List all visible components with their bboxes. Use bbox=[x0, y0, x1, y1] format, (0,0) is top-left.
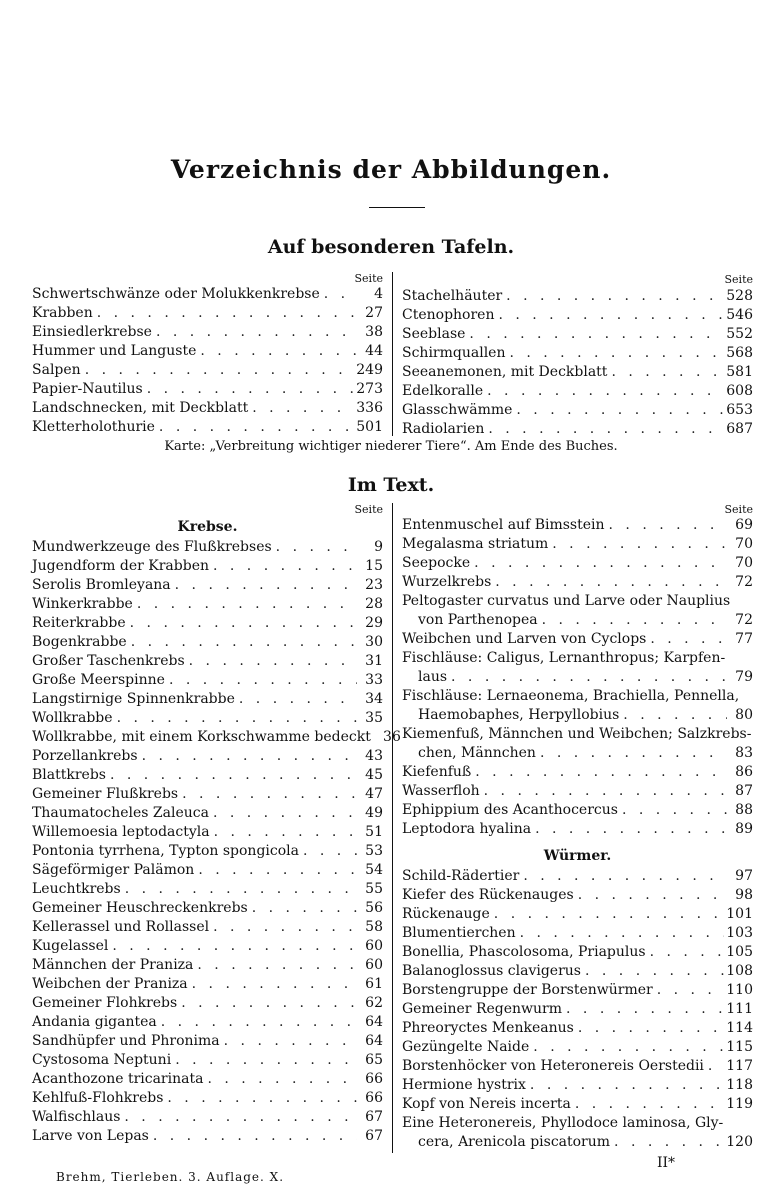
list-item bbox=[402, 344, 753, 363]
list-item bbox=[32, 785, 383, 804]
list-item bbox=[32, 823, 383, 842]
list-item bbox=[402, 1076, 753, 1095]
leader-dots bbox=[220, 1032, 357, 1051]
list-item bbox=[32, 285, 383, 304]
leader-dots bbox=[121, 880, 357, 899]
list-item bbox=[32, 728, 401, 747]
leader-dots bbox=[177, 994, 357, 1013]
list-item bbox=[32, 538, 383, 557]
entry-title: Wollkrabbe, mit einem Korkschwamme bedeckt bbox=[32, 729, 371, 745]
list-item: Entenmuschel auf Bimsstein . . . 69 bbox=[402, 516, 753, 535]
entry-title: Jugendform der Krabben bbox=[32, 558, 209, 574]
entry-title: Willemoesia leptodactyla bbox=[32, 824, 210, 840]
list-item bbox=[402, 306, 753, 325]
list-item bbox=[32, 747, 383, 766]
leader-dots bbox=[188, 975, 357, 994]
leader-dots bbox=[465, 325, 724, 344]
page-number: 60 bbox=[365, 957, 383, 973]
page-number: 35 bbox=[365, 710, 383, 726]
list-item bbox=[32, 766, 383, 785]
page-number: 44 bbox=[365, 343, 383, 359]
leader-dots bbox=[127, 633, 357, 652]
footer-imprint: Brehm, Tierleben. 3. Auflage. X. bbox=[56, 1170, 285, 1184]
leader-dots bbox=[193, 956, 357, 975]
list-item bbox=[402, 924, 753, 943]
list-item bbox=[402, 943, 753, 962]
leader-dots bbox=[248, 399, 354, 418]
leader-dots bbox=[562, 1000, 724, 1019]
page-number: 58 bbox=[365, 919, 383, 935]
entry-title: Sandhüpfer und Phronima bbox=[32, 1033, 220, 1049]
page-number: 552 bbox=[726, 326, 753, 342]
list-item bbox=[32, 1089, 383, 1108]
entry-title: Einsiedlerkrebse bbox=[32, 324, 152, 340]
list-item: Leptodora hyalina . . . 89 bbox=[402, 820, 753, 839]
list-item: cera, Arenicola piscatorum . . . 120 bbox=[402, 1133, 753, 1152]
leader-dots bbox=[81, 361, 355, 380]
list-item bbox=[32, 418, 383, 437]
page-number: 546 bbox=[726, 307, 753, 323]
leader-dots bbox=[163, 1089, 357, 1108]
leader-dots bbox=[143, 380, 355, 399]
page-number: 249 bbox=[356, 362, 383, 378]
list-item: Wasserfloh . . . 87 bbox=[402, 782, 753, 801]
page-number: 56 bbox=[365, 900, 383, 916]
page-number: 119 bbox=[726, 1096, 753, 1112]
entry-title: Balanoglossus clavigerus bbox=[402, 963, 581, 979]
page-number: 64 bbox=[365, 1033, 383, 1049]
list-item: laus . . . 79 bbox=[402, 668, 753, 687]
list-item bbox=[402, 287, 753, 306]
entry-title: Rückenauge bbox=[402, 906, 490, 922]
list-item bbox=[402, 1019, 753, 1038]
entry-title: Edelkoralle bbox=[402, 383, 484, 399]
list-item bbox=[32, 690, 383, 709]
entry-title: Hermione hystrix bbox=[402, 1077, 526, 1093]
entry-title: Kugelassel bbox=[32, 938, 109, 954]
page-number: 51 bbox=[365, 824, 383, 840]
leader-dots bbox=[248, 899, 357, 918]
leader-dots bbox=[704, 1057, 724, 1076]
leader-dots bbox=[126, 614, 357, 633]
entry-title: Salpen bbox=[32, 362, 81, 378]
page-number: 60 bbox=[365, 938, 383, 954]
list-item bbox=[32, 861, 383, 880]
entry-title: Hummer und Languste bbox=[32, 343, 197, 359]
list-item bbox=[402, 905, 753, 924]
page-number: 581 bbox=[726, 364, 753, 380]
page-number: 653 bbox=[726, 402, 753, 418]
entry-title: Kiefer des Rückenauges bbox=[402, 887, 574, 903]
leader-dots bbox=[653, 981, 725, 1000]
list-item bbox=[32, 304, 383, 323]
page-number: 101 bbox=[726, 906, 753, 922]
leader-dots bbox=[113, 709, 357, 728]
page-number: 15 bbox=[365, 558, 383, 574]
list-item bbox=[32, 804, 383, 823]
page-number: 33 bbox=[365, 672, 383, 688]
entry-title: Gemeiner Regenwurm bbox=[402, 1001, 563, 1017]
list-item bbox=[402, 962, 753, 981]
seite-label: Seite bbox=[354, 272, 383, 285]
leader-dots bbox=[171, 576, 357, 595]
list-item bbox=[32, 595, 383, 614]
entry-title: Männchen der Praniza bbox=[32, 957, 194, 973]
list-item bbox=[32, 323, 383, 342]
page-number: 61 bbox=[365, 976, 383, 992]
page-number: 66 bbox=[365, 1090, 383, 1106]
tafeln-right-list bbox=[402, 287, 753, 439]
page-number: 608 bbox=[726, 383, 753, 399]
entry-title: Krabben bbox=[32, 305, 93, 321]
leader-dots bbox=[490, 905, 724, 924]
leader-dots bbox=[178, 785, 357, 804]
list-item bbox=[32, 652, 383, 671]
page-number: 115 bbox=[726, 1039, 753, 1055]
entry-title: Larve von Lepas bbox=[32, 1128, 149, 1144]
list-item: Wurzelkrebs . . . 72 bbox=[402, 573, 753, 592]
leader-dots bbox=[646, 943, 725, 962]
list-item bbox=[32, 956, 383, 975]
page-number: 64 bbox=[365, 1014, 383, 1030]
leader-dots bbox=[185, 652, 357, 671]
entry-title: Andania gigantea bbox=[32, 1014, 157, 1030]
leader-dots bbox=[235, 690, 357, 709]
entry-title: Wollkrabbe bbox=[32, 710, 113, 726]
entry-title: Pontonia tyrrhena, Typton spongicola bbox=[32, 843, 299, 859]
wuermer-list bbox=[402, 867, 753, 1114]
page-number: 114 bbox=[726, 1020, 753, 1036]
page-number: 4 bbox=[374, 286, 383, 302]
page-number: 103 bbox=[726, 925, 753, 941]
leader-dots bbox=[165, 671, 357, 690]
page-number: 336 bbox=[356, 400, 383, 416]
leader-dots bbox=[494, 306, 724, 325]
page-title: Verzeichnis der Abbildungen. bbox=[170, 155, 612, 184]
page-number: 97 bbox=[735, 868, 753, 884]
leader-dots bbox=[571, 1095, 724, 1114]
page-number: 23 bbox=[365, 577, 383, 593]
page-number: 568 bbox=[726, 345, 753, 361]
entry-title: Reiterkrabbe bbox=[32, 615, 126, 631]
leader-dots bbox=[209, 557, 357, 576]
list-item: chen, Männchen . . . 83 bbox=[402, 744, 753, 763]
entry-title: Serolis Bromleyana bbox=[32, 577, 171, 593]
leader-dots bbox=[512, 401, 724, 420]
leader-dots bbox=[157, 1013, 357, 1032]
entry-title: Sägeförmiger Palämon bbox=[32, 862, 195, 878]
leader-dots bbox=[171, 1051, 357, 1070]
list-item bbox=[402, 401, 753, 420]
page-number: 29 bbox=[365, 615, 383, 631]
list-item bbox=[32, 880, 383, 899]
title-rule bbox=[369, 207, 425, 208]
list-item bbox=[402, 867, 753, 886]
entry-title: Große Meerspinne bbox=[32, 672, 165, 688]
entry-title: Gezüngelte Naide bbox=[402, 1039, 530, 1055]
column-divider bbox=[392, 503, 393, 1153]
list-item bbox=[402, 325, 753, 344]
list-item bbox=[32, 937, 383, 956]
page-number: 27 bbox=[365, 305, 383, 321]
page-number: 54 bbox=[365, 862, 383, 878]
leader-dots bbox=[203, 1070, 357, 1089]
leader-dots bbox=[607, 363, 724, 382]
leader-dots bbox=[138, 747, 357, 766]
page-number: 34 bbox=[365, 691, 383, 707]
entry-title: Weibchen der Praniza bbox=[32, 976, 188, 992]
page-number: 9 bbox=[374, 539, 383, 555]
entry-title: Bonellia, Phascolosoma, Priapulus bbox=[402, 944, 646, 960]
page-number: 98 bbox=[735, 887, 753, 903]
signature-mark: II* bbox=[657, 1155, 676, 1171]
list-item bbox=[32, 709, 383, 728]
seite-label: Seite bbox=[724, 273, 753, 286]
page-number: 38 bbox=[365, 324, 383, 340]
entry-title: Schwertschwänze oder Molukkenkrebse bbox=[32, 286, 320, 302]
list-item bbox=[32, 975, 383, 994]
entry-title: Blumentierchen bbox=[402, 925, 516, 941]
leader-dots bbox=[505, 344, 724, 363]
entry-title: Kellerassel und Rollassel bbox=[32, 919, 210, 935]
krebse-heading: Krebse. bbox=[177, 519, 238, 535]
page-number: 43 bbox=[365, 748, 383, 764]
leader-dots bbox=[272, 538, 357, 557]
entry-title: Kopf von Nereis incerta bbox=[402, 1096, 571, 1112]
entry-title: Landschnecken, mit Deckblatt bbox=[32, 400, 249, 416]
entry-title: Thaumatocheles Zaleuca bbox=[32, 805, 209, 821]
entry-title: Ctenophoren bbox=[402, 307, 495, 323]
list-item-line: Fischläuse: Lernaeonema, Brachiella, Pennella, bbox=[402, 688, 740, 704]
list-item-line: Eine Heteronereis, Phyllodoce laminosa, Gly- bbox=[402, 1115, 724, 1131]
leader-dots bbox=[93, 304, 357, 323]
entry-title: Phreoryctes Menkeanus bbox=[402, 1020, 574, 1036]
entry-title: Kehlfuß-Flohkrebs bbox=[32, 1090, 164, 1106]
karte-note: Karte: „Verbreitung wichtiger niederer Tiere“. Am Ende des Buches. bbox=[164, 439, 618, 454]
entry-title: Radiolarien bbox=[402, 421, 485, 437]
list-item bbox=[32, 380, 383, 399]
entry-title: Cystosoma Neptuni bbox=[32, 1052, 172, 1068]
list-item bbox=[32, 899, 383, 918]
entry-title: Kletterholothurie bbox=[32, 419, 155, 435]
list-item-line: Peltogaster curvatus und Larve oder Nauplius bbox=[402, 593, 731, 609]
leader-dots bbox=[574, 1019, 724, 1038]
page-number: 117 bbox=[726, 1058, 753, 1074]
entry-title: Blattkrebs bbox=[32, 767, 106, 783]
list-item: Seepocke . . . 70 bbox=[402, 554, 753, 573]
entry-title: Langstirnige Spinnenkrabbe bbox=[32, 691, 235, 707]
entry-title: Glasschwämme bbox=[402, 402, 513, 418]
leader-dots bbox=[210, 823, 357, 842]
leader-dots bbox=[194, 861, 357, 880]
list-item: Weibchen und Larven von Cyclops . . . 77 bbox=[402, 630, 753, 649]
list-item bbox=[32, 671, 383, 690]
leader-dots bbox=[574, 886, 727, 905]
list-item bbox=[402, 1038, 753, 1057]
list-item bbox=[32, 557, 383, 576]
list-item: Kiefenfuß . . . 86 bbox=[402, 763, 753, 782]
entry-title: Seeanemonen, mit Deckblatt bbox=[402, 364, 608, 380]
page-number: 30 bbox=[365, 634, 383, 650]
leader-dots bbox=[209, 918, 357, 937]
list-item bbox=[402, 1095, 753, 1114]
list-item bbox=[402, 886, 753, 905]
seite-label: Seite bbox=[724, 503, 753, 516]
leader-dots bbox=[526, 1076, 724, 1095]
list-item bbox=[402, 1000, 753, 1019]
seite-label: Seite bbox=[354, 503, 383, 516]
page-number: 62 bbox=[365, 995, 383, 1011]
entry-title: Stachelhäuter bbox=[402, 288, 503, 304]
leader-dots bbox=[529, 1038, 724, 1057]
list-item bbox=[402, 981, 753, 1000]
page-number: 55 bbox=[365, 881, 383, 897]
page-number: 273 bbox=[356, 381, 383, 397]
entry-title: Schild-Rädertier bbox=[402, 868, 520, 884]
leader-dots bbox=[516, 924, 725, 943]
wuermer-heading: Würmer. bbox=[543, 848, 612, 864]
leader-dots bbox=[196, 342, 357, 361]
list-item: Haemobaphes, Herpyllobius . . . 80 bbox=[402, 706, 753, 725]
leader-dots bbox=[502, 287, 724, 306]
page-number: 45 bbox=[365, 767, 383, 783]
list-item: Ephippium des Acanthocercus . . . 88 bbox=[402, 801, 753, 820]
list-item bbox=[32, 342, 383, 361]
leader-dots bbox=[149, 1127, 357, 1146]
list-item bbox=[32, 361, 383, 380]
entry-title: Borstenhöcker von Heteronereis Oerstedii bbox=[402, 1058, 704, 1074]
list-item bbox=[32, 633, 383, 652]
list-item bbox=[32, 1108, 383, 1127]
page-number: 36 bbox=[383, 729, 401, 745]
list-item-line: Fischläuse: Caligus, Lernanthropus; Karpfen- bbox=[402, 650, 726, 666]
entry-title: Mundwerkzeuge des Flußkrebses bbox=[32, 539, 272, 555]
list-item bbox=[32, 1032, 383, 1051]
page-number: 66 bbox=[365, 1071, 383, 1087]
page-number: 528 bbox=[726, 288, 753, 304]
list-item: von Parthenopea . . . 72 bbox=[402, 611, 753, 630]
entry-title: Borstengruppe der Borstenwürmer bbox=[402, 982, 653, 998]
entry-title: Winkerkrabbe bbox=[32, 596, 133, 612]
page-number: 501 bbox=[356, 419, 383, 435]
leader-dots bbox=[320, 285, 357, 304]
leader-dots bbox=[581, 962, 724, 981]
list-item bbox=[32, 918, 383, 937]
list-item bbox=[402, 382, 753, 401]
page-number: 105 bbox=[726, 944, 753, 960]
tafeln-right-column bbox=[402, 273, 753, 439]
section-heading-text: Im Text. bbox=[347, 474, 435, 496]
entry-title: Großer Taschenkrebs bbox=[32, 653, 185, 669]
list-item bbox=[32, 1070, 383, 1089]
page bbox=[32, 0, 753, 1200]
list-item bbox=[32, 994, 383, 1013]
column-divider bbox=[392, 272, 393, 436]
list-item bbox=[32, 1013, 383, 1032]
leader-dots bbox=[155, 418, 354, 437]
page-number: 687 bbox=[726, 421, 753, 437]
page-number: 67 bbox=[365, 1109, 383, 1125]
list-item-line: Kiemenfuß, Männchen und Weibchen; Salzkrebs- bbox=[402, 726, 752, 742]
page-number: 47 bbox=[365, 786, 383, 802]
list-item bbox=[32, 1127, 383, 1146]
tafeln-left-list bbox=[32, 285, 383, 437]
list-item bbox=[32, 842, 383, 861]
list-item bbox=[32, 1051, 383, 1070]
leader-dots bbox=[133, 595, 357, 614]
list-item bbox=[32, 614, 383, 633]
page-number: 31 bbox=[365, 653, 383, 669]
entry-title: Porzellankrebs bbox=[32, 748, 138, 764]
entry-title: Gemeiner Heuschreckenkrebs bbox=[32, 900, 248, 916]
tafeln-left-column bbox=[32, 272, 383, 437]
page-number: 110 bbox=[726, 982, 753, 998]
leader-dots bbox=[120, 1108, 357, 1127]
entry-title: Bogenkrabbe bbox=[32, 634, 127, 650]
page-number: 53 bbox=[365, 843, 383, 859]
page-number: 49 bbox=[365, 805, 383, 821]
leader-dots bbox=[483, 382, 724, 401]
entry-title: Gemeiner Flußkrebs bbox=[32, 786, 179, 802]
page-number: 108 bbox=[726, 963, 753, 979]
leader-dots bbox=[519, 867, 727, 886]
section-heading-tafeln: Auf besonderen Tafeln. bbox=[267, 236, 515, 258]
leader-dots bbox=[108, 937, 357, 956]
entry-title: Leuchtkrebs bbox=[32, 881, 121, 897]
leader-dots bbox=[106, 766, 357, 785]
list-item: Megalasma striatum . . . 70 bbox=[402, 535, 753, 554]
entry-title: Acanthozone tricarinata bbox=[32, 1071, 204, 1087]
leader-dots bbox=[299, 842, 357, 861]
page-number: 65 bbox=[365, 1052, 383, 1068]
list-item bbox=[402, 363, 753, 382]
text-left-column bbox=[32, 503, 401, 1146]
entry-title: Walfischlaus bbox=[32, 1109, 121, 1125]
list-item bbox=[32, 399, 383, 418]
leader-dots bbox=[152, 323, 357, 342]
text-right-column bbox=[402, 503, 753, 1152]
page-number: 118 bbox=[726, 1077, 753, 1093]
entry-title: Gemeiner Flohkrebs bbox=[32, 995, 178, 1011]
entry-title: Seeblase bbox=[402, 326, 466, 342]
page-number: 28 bbox=[365, 596, 383, 612]
page-number: 111 bbox=[726, 1001, 753, 1017]
page-number: 67 bbox=[365, 1128, 383, 1144]
leader-dots bbox=[209, 804, 357, 823]
list-item bbox=[402, 1057, 753, 1076]
entry-title: Schirmquallen bbox=[402, 345, 506, 361]
entry-title: Papier-Nautilus bbox=[32, 381, 143, 397]
krebse-list bbox=[32, 538, 401, 1146]
list-item bbox=[32, 576, 383, 595]
